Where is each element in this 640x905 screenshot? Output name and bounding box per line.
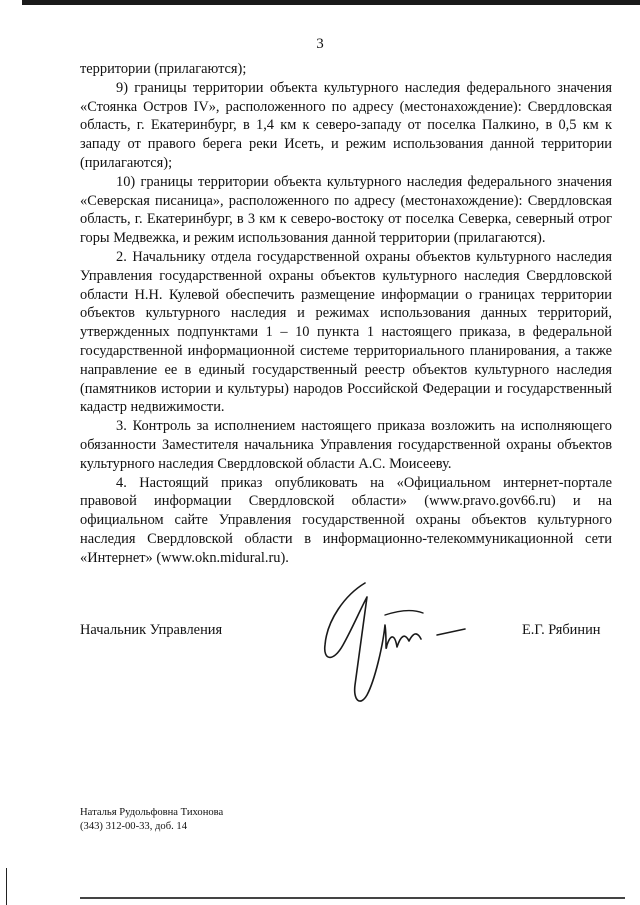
signatory-title: Начальник Управления bbox=[80, 622, 223, 638]
executor-contact bbox=[80, 806, 223, 834]
executor-phone: (343) 312-00-33, доб. 14 bbox=[80, 821, 187, 832]
scan-edge-mark bbox=[6, 868, 7, 905]
paragraph-clause-3: 3. Контроль за исполнением настоящего приказа возложить на исполняющего обязанности Заместителя начальника Управления государственной охраны объектов культурного наследия Свердловской области А.С. Моисееву. bbox=[80, 418, 612, 472]
executor-name: Наталья Рудольфовна Тихонова bbox=[80, 807, 224, 818]
paragraph-item-9: 9) границы территории объекта культурного наследия федерального значения «Стоянка Остров IV», расположенного по адресу (местонахождение): Свердловская область, г. Екатеринбург, в 1,4 км к северо-западу от поселка Палкино, в 0,5 км к западу от правого берега реки Исеть, и режим использования данной территории (прилагаются); bbox=[80, 79, 612, 171]
document-body bbox=[80, 60, 612, 568]
handwritten-signature bbox=[305, 575, 485, 715]
page-number: 3 bbox=[316, 36, 324, 52]
paragraph-item-10: 10) границы территории объекта культурного наследия федерального значения «Северская писаница», расположенного по адресу (местонахождение): Свердловская область, г. Екатеринбург, в 3 км к северо-востоку от поселка Северка, северный отрог горы Медвежка, и режим использования данной территории (прилагаются). bbox=[80, 173, 612, 247]
paragraph-continuation: территории (прилагаются); bbox=[80, 61, 247, 77]
paragraph-clause-2: 2. Начальнику отдела государственной охраны объектов культурного наследия Управления государственной охраны объектов культурного наследия Свердловской области Н.Н. Кулевой обеспечить размещение информации о границах территории объектов культурного наследия и режимах использования данных территорий, утвержденных подпунктами 1 – 10 пункта 1 настоящего приказа, в федеральной государственной информационной системе территориального планирования, а также направление ее в единый государственный реестр объектов культурного наследия (памятников истории и культуры) народов Российской Федерации и государственный кадастр недвижимости. bbox=[80, 248, 612, 416]
signatory-name: Е.Г. Рябинин bbox=[522, 622, 601, 638]
paragraph-clause-4: 4. Настоящий приказ опубликовать на «Официальном интернет-портале правовой информации Свердловской области» (www.pravo.gov66.ru) и на официальном сайте Управления государственной охраны объектов культурного наследия Свердловской области в информационно-телекоммуникационной сети «Интернет» (www.okn.midural.ru). bbox=[80, 474, 612, 566]
bottom-border-line bbox=[80, 897, 625, 899]
top-border-line bbox=[22, 0, 640, 5]
